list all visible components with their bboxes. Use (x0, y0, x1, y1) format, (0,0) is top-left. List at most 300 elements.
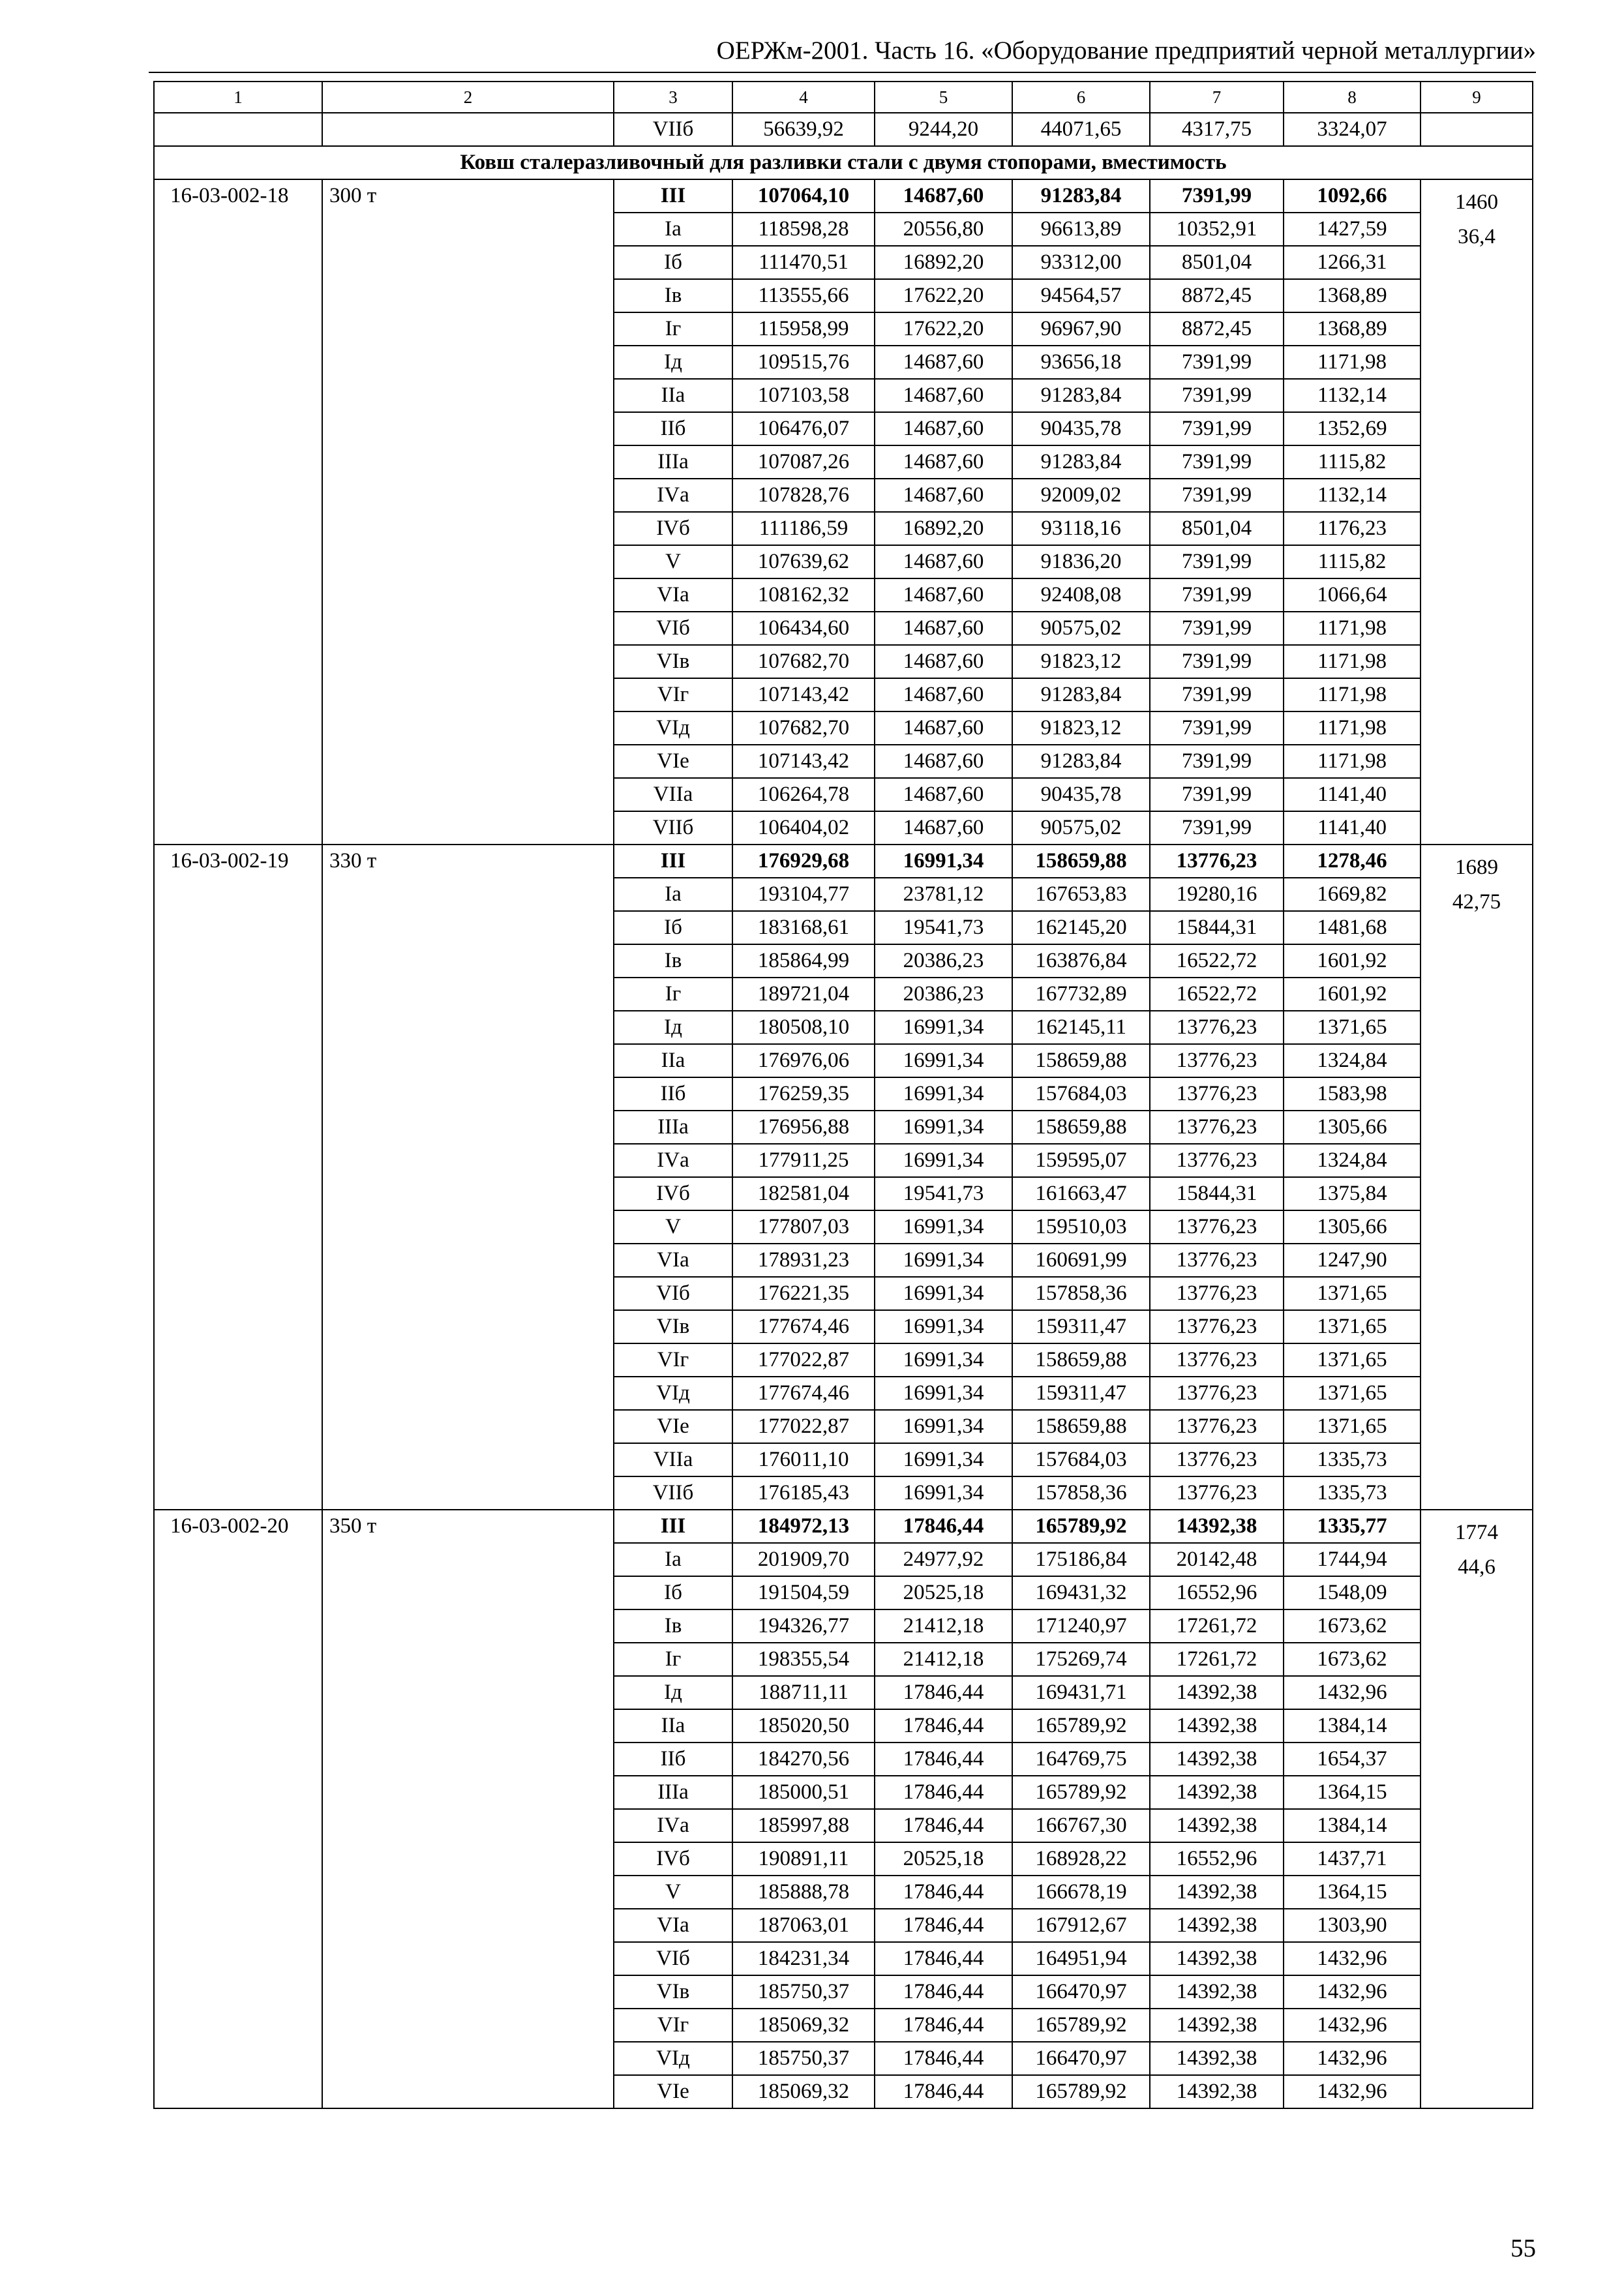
column-number: 2 (322, 82, 614, 113)
value-cell: 165789,92 (1012, 1510, 1150, 1543)
value-cell: 1141,40 (1284, 778, 1421, 811)
value-cell: 185750,37 (732, 2042, 875, 2075)
value-cell: 16552,96 (1150, 1842, 1284, 1876)
zone-cell: Iв (614, 1609, 732, 1643)
value-cell: 91823,12 (1012, 645, 1150, 678)
value-cell: 167732,89 (1012, 978, 1150, 1011)
value-cell: 171240,97 (1012, 1609, 1150, 1643)
value-cell: 185750,37 (732, 1975, 875, 2009)
value-cell: 23781,12 (875, 878, 1012, 911)
value-cell: 167912,67 (1012, 1909, 1150, 1942)
value-cell: 17846,44 (875, 1809, 1012, 1842)
value-cell: 7391,99 (1150, 778, 1284, 811)
value-cell: 14687,60 (875, 612, 1012, 645)
value-cell: 185000,51 (732, 1776, 875, 1809)
value-cell: 17846,44 (875, 1510, 1012, 1543)
value-cell: 158659,88 (1012, 845, 1150, 878)
value-cell: 159595,07 (1012, 1144, 1150, 1177)
extra-value: 1689 (1455, 856, 1498, 879)
value-cell: 158659,88 (1012, 1111, 1150, 1144)
column-number: 4 (732, 82, 875, 113)
value-cell: 14687,60 (875, 578, 1012, 612)
zone-cell: IIIа (614, 1776, 732, 1809)
value-cell: 16991,34 (875, 1144, 1012, 1177)
value-cell: 184231,34 (732, 1942, 875, 1975)
value-cell: 21412,18 (875, 1643, 1012, 1676)
value-cell: 177674,46 (732, 1310, 875, 1343)
zone-cell: VIа (614, 1244, 732, 1277)
value-cell: 165789,92 (1012, 1709, 1150, 1743)
value-cell: 113555,66 (732, 279, 875, 312)
value-cell: 14392,38 (1150, 2009, 1284, 2042)
value-cell: 1371,65 (1284, 1011, 1421, 1044)
value-cell: 176259,35 (732, 1077, 875, 1111)
zone-cell: VIв (614, 645, 732, 678)
value-cell: 158659,88 (1012, 1044, 1150, 1077)
value-cell: 1171,98 (1284, 612, 1421, 645)
value-cell: 1432,96 (1284, 1942, 1421, 1975)
value-cell: 182581,04 (732, 1177, 875, 1210)
zone-cell: VIг (614, 2009, 732, 2042)
value-cell: 115958,99 (732, 312, 875, 346)
value-cell: 17261,72 (1150, 1643, 1284, 1676)
size-cell: 330 т (322, 845, 614, 1510)
value-cell: 7391,99 (1150, 612, 1284, 645)
value-cell: 17846,44 (875, 1776, 1012, 1809)
value-cell: 91283,84 (1012, 379, 1150, 412)
value-cell: 13776,23 (1150, 1044, 1284, 1077)
value-cell: 190891,11 (732, 1842, 875, 1876)
value-cell: 14687,60 (875, 445, 1012, 479)
value-cell: 7391,99 (1150, 179, 1284, 213)
zone-cell: IIб (614, 1743, 732, 1776)
value-cell: 1115,82 (1284, 445, 1421, 479)
zone-cell: Iд (614, 1011, 732, 1044)
value-cell: 90575,02 (1012, 612, 1150, 645)
section-title-row (154, 146, 1533, 179)
value-cell: 14392,38 (1150, 1909, 1284, 1942)
value-cell: 1371,65 (1284, 1377, 1421, 1410)
value-cell: 1132,14 (1284, 479, 1421, 512)
value-cell: 1371,65 (1284, 1310, 1421, 1343)
value-cell: 187063,01 (732, 1909, 875, 1942)
zone-cell: IIб (614, 1077, 732, 1111)
value-cell: 1432,96 (1284, 2009, 1421, 2042)
zone-cell: IIа (614, 1709, 732, 1743)
value-cell: 109515,76 (732, 346, 875, 379)
value-cell: 91283,84 (1012, 745, 1150, 778)
zone-cell: VIб (614, 1277, 732, 1310)
value-cell: 118598,28 (732, 213, 875, 246)
value-cell: 1335,77 (1284, 1510, 1421, 1543)
value-cell: 17846,44 (875, 1676, 1012, 1709)
value-cell: 160691,99 (1012, 1244, 1150, 1277)
table-row (154, 1510, 1533, 1543)
value-cell: 1171,98 (1284, 745, 1421, 778)
value-cell: 157684,03 (1012, 1077, 1150, 1111)
zone-cell: VIб (614, 612, 732, 645)
value-cell: 13776,23 (1150, 1277, 1284, 1310)
value-cell: 7391,99 (1150, 545, 1284, 578)
value-cell: 14687,60 (875, 412, 1012, 445)
zone-cell: Iб (614, 911, 732, 944)
zone-cell: VIд (614, 2042, 732, 2075)
value-cell: 1171,98 (1284, 711, 1421, 745)
value-cell: 14392,38 (1150, 1942, 1284, 1975)
zone-cell: IVа (614, 1809, 732, 1842)
value-cell: 14687,60 (875, 778, 1012, 811)
value-cell: 165789,92 (1012, 1776, 1150, 1809)
extra-cell (1421, 179, 1533, 845)
value-cell: 17846,44 (875, 1909, 1012, 1942)
value-cell: 56639,92 (732, 113, 875, 146)
value-cell: 21412,18 (875, 1609, 1012, 1643)
value-cell: 13776,23 (1150, 1377, 1284, 1410)
value-cell: 1583,98 (1284, 1077, 1421, 1111)
zone-cell: IIа (614, 1044, 732, 1077)
value-cell: 1384,14 (1284, 1709, 1421, 1743)
value-cell: 13776,23 (1150, 845, 1284, 878)
value-cell: 14392,38 (1150, 1709, 1284, 1743)
value-cell: 17622,20 (875, 312, 1012, 346)
extra-value: 42,75 (1452, 890, 1501, 914)
value-cell: 106264,78 (732, 778, 875, 811)
value-cell: 17846,44 (875, 2042, 1012, 2075)
zone-cell: Iа (614, 213, 732, 246)
value-cell: 1352,69 (1284, 412, 1421, 445)
value-cell: 7391,99 (1150, 379, 1284, 412)
value-cell: 91283,84 (1012, 179, 1150, 213)
value-cell: 1278,46 (1284, 845, 1421, 878)
value-cell: 111186,59 (732, 512, 875, 545)
value-cell: 13776,23 (1150, 1410, 1284, 1443)
value-cell: 185997,88 (732, 1809, 875, 1842)
value-cell: 14687,60 (875, 811, 1012, 845)
value-cell: 177911,25 (732, 1144, 875, 1177)
value-cell: 1427,59 (1284, 213, 1421, 246)
value-cell: 7391,99 (1150, 412, 1284, 445)
value-cell: 159311,47 (1012, 1377, 1150, 1410)
value-cell: 164951,94 (1012, 1942, 1150, 1975)
value-cell: 20142,48 (1150, 1543, 1284, 1576)
value-cell: 106476,07 (732, 412, 875, 445)
value-cell: 13776,23 (1150, 1111, 1284, 1144)
value-cell: 107828,76 (732, 479, 875, 512)
zone-cell: IVа (614, 1144, 732, 1177)
value-cell: 96967,90 (1012, 312, 1150, 346)
value-cell: 14392,38 (1150, 2075, 1284, 2108)
value-cell: 20386,23 (875, 978, 1012, 1011)
value-cell: 1432,96 (1284, 2042, 1421, 2075)
value-cell: 16991,34 (875, 1343, 1012, 1377)
zone-cell: VIе (614, 745, 732, 778)
extra-value: 1460 (1455, 190, 1498, 214)
value-cell: 177807,03 (732, 1210, 875, 1244)
value-cell: 17846,44 (875, 1743, 1012, 1776)
value-cell: 20556,80 (875, 213, 1012, 246)
column-number: 3 (614, 82, 732, 113)
value-cell: 1375,84 (1284, 1177, 1421, 1210)
value-cell: 14392,38 (1150, 1510, 1284, 1543)
zone-cell: VIе (614, 2075, 732, 2108)
extra-cell (1421, 113, 1533, 146)
value-cell: 1141,40 (1284, 811, 1421, 845)
zone-cell: VIд (614, 711, 732, 745)
value-cell: 201909,70 (732, 1543, 875, 1576)
zone-cell: VIIб (614, 811, 732, 845)
value-cell: 1171,98 (1284, 678, 1421, 711)
zone-cell: VIв (614, 1310, 732, 1343)
zone-cell: IVа (614, 479, 732, 512)
extra-value: 36,4 (1458, 225, 1496, 248)
value-cell: 92009,02 (1012, 479, 1150, 512)
zone-cell: V (614, 1210, 732, 1244)
value-cell: 96613,89 (1012, 213, 1150, 246)
value-cell: 177674,46 (732, 1377, 875, 1410)
header-divider (149, 72, 1536, 73)
value-cell: 1266,31 (1284, 246, 1421, 279)
value-cell: 1324,84 (1284, 1144, 1421, 1177)
value-cell: 15844,31 (1150, 911, 1284, 944)
value-cell: 175269,74 (1012, 1643, 1150, 1676)
value-cell: 13776,23 (1150, 1144, 1284, 1177)
value-cell: 91283,84 (1012, 445, 1150, 479)
table-row (154, 179, 1533, 213)
zone-cell: VIе (614, 1410, 732, 1443)
value-cell: 14392,38 (1150, 1776, 1284, 1809)
value-cell: 169431,32 (1012, 1576, 1150, 1609)
value-cell: 189721,04 (732, 978, 875, 1011)
value-cell: 185864,99 (732, 944, 875, 978)
value-cell: 161663,47 (1012, 1177, 1150, 1210)
value-cell: 107639,62 (732, 545, 875, 578)
column-number: 5 (875, 82, 1012, 113)
zone-cell: VIа (614, 1909, 732, 1942)
value-cell: 17846,44 (875, 2075, 1012, 2108)
zone-cell: Iб (614, 246, 732, 279)
zone-cell: III (614, 1510, 732, 1543)
value-cell: 93312,00 (1012, 246, 1150, 279)
value-cell: 1384,14 (1284, 1809, 1421, 1842)
value-cell: 7391,99 (1150, 346, 1284, 379)
zone-cell: Iг (614, 978, 732, 1011)
value-cell: 176185,43 (732, 1476, 875, 1510)
zone-cell: V (614, 545, 732, 578)
extra-value: 44,6 (1458, 1555, 1496, 1579)
value-cell: 1364,15 (1284, 1876, 1421, 1909)
value-cell: 8872,45 (1150, 312, 1284, 346)
column-number: 6 (1012, 82, 1150, 113)
value-cell: 17846,44 (875, 1709, 1012, 1743)
value-cell: 16991,34 (875, 1410, 1012, 1443)
column-numbers-row (154, 82, 1533, 113)
value-cell: 198355,54 (732, 1643, 875, 1676)
value-cell: 7391,99 (1150, 445, 1284, 479)
value-cell: 17846,44 (875, 2009, 1012, 2042)
zone-cell: VIд (614, 1377, 732, 1410)
size-cell: 300 т (322, 179, 614, 845)
value-cell: 1303,90 (1284, 1909, 1421, 1942)
value-cell: 1371,65 (1284, 1343, 1421, 1377)
code-cell (154, 113, 322, 146)
value-cell: 175186,84 (1012, 1543, 1150, 1576)
value-cell: 91836,20 (1012, 545, 1150, 578)
zone-cell: VIг (614, 1343, 732, 1377)
value-cell: 14392,38 (1150, 1743, 1284, 1776)
value-cell: 13776,23 (1150, 1476, 1284, 1510)
value-cell: 194326,77 (732, 1609, 875, 1643)
value-cell: 185069,32 (732, 2075, 875, 2108)
value-cell: 169431,71 (1012, 1676, 1150, 1709)
value-cell: 1437,71 (1284, 1842, 1421, 1876)
zone-cell: Iв (614, 279, 732, 312)
value-cell: 1115,82 (1284, 545, 1421, 578)
value-cell: 90435,78 (1012, 412, 1150, 445)
value-cell: 93118,16 (1012, 512, 1150, 545)
zone-cell: Iг (614, 1643, 732, 1676)
value-cell: 1364,15 (1284, 1776, 1421, 1809)
value-cell: 157858,36 (1012, 1277, 1150, 1310)
value-cell: 1371,65 (1284, 1410, 1421, 1443)
value-cell: 7391,99 (1150, 645, 1284, 678)
value-cell: 44071,65 (1012, 113, 1150, 146)
page-header-title: ОЕРЖм-2001. Часть 16. «Оборудование предприятий черной металлургии» (716, 37, 1536, 65)
value-cell: 13776,23 (1150, 1244, 1284, 1277)
value-cell: 14687,60 (875, 346, 1012, 379)
value-cell: 16552,96 (1150, 1576, 1284, 1609)
value-cell: 19541,73 (875, 911, 1012, 944)
value-cell: 165789,92 (1012, 2009, 1150, 2042)
value-cell: 8872,45 (1150, 279, 1284, 312)
value-cell: 176221,35 (732, 1277, 875, 1310)
value-cell: 176956,88 (732, 1111, 875, 1144)
carry-over-row (154, 113, 1533, 146)
value-cell: 16991,34 (875, 845, 1012, 878)
value-cell: 91823,12 (1012, 711, 1150, 745)
zone-cell: VIг (614, 678, 732, 711)
value-cell: 13776,23 (1150, 1011, 1284, 1044)
value-cell: 13776,23 (1150, 1310, 1284, 1343)
value-cell: 176929,68 (732, 845, 875, 878)
extra-value: 1774 (1455, 1521, 1498, 1544)
value-cell: 14392,38 (1150, 1975, 1284, 2009)
size-cell: 350 т (322, 1510, 614, 2108)
zone-cell: Iд (614, 346, 732, 379)
value-cell: 7391,99 (1150, 479, 1284, 512)
value-cell: 16991,34 (875, 1277, 1012, 1310)
value-cell: 24977,92 (875, 1543, 1012, 1576)
zone-cell: VIв (614, 1975, 732, 2009)
zone-cell: V (614, 1876, 732, 1909)
value-cell: 14687,60 (875, 745, 1012, 778)
value-cell: 111470,51 (732, 246, 875, 279)
zone-cell: IVб (614, 1177, 732, 1210)
value-cell: 162145,20 (1012, 911, 1150, 944)
value-cell: 8501,04 (1150, 246, 1284, 279)
value-cell: 7391,99 (1150, 678, 1284, 711)
value-cell: 159311,47 (1012, 1310, 1150, 1343)
value-cell: 13776,23 (1150, 1343, 1284, 1377)
value-cell: 16991,34 (875, 1077, 1012, 1111)
value-cell: 14687,60 (875, 179, 1012, 213)
value-cell: 1744,94 (1284, 1543, 1421, 1576)
value-cell: 191504,59 (732, 1576, 875, 1609)
value-cell: 94564,57 (1012, 279, 1150, 312)
value-cell: 16991,34 (875, 1244, 1012, 1277)
column-number: 9 (1421, 82, 1533, 113)
section-title: Ковш сталеразливочный для разливки стали с двумя стопорами, вместимость (154, 146, 1533, 179)
value-cell: 1673,62 (1284, 1643, 1421, 1676)
value-cell: 1176,23 (1284, 512, 1421, 545)
value-cell: 163876,84 (1012, 944, 1150, 978)
column-number: 7 (1150, 82, 1284, 113)
value-cell: 7391,99 (1150, 811, 1284, 845)
value-cell: 13776,23 (1150, 1210, 1284, 1244)
value-cell: 1368,89 (1284, 312, 1421, 346)
value-cell: 185069,32 (732, 2009, 875, 2042)
zone-cell: IVб (614, 512, 732, 545)
code-cell: 16-03-002-20 (154, 1510, 322, 2108)
value-cell: 183168,61 (732, 911, 875, 944)
value-cell: 157684,03 (1012, 1443, 1150, 1476)
value-cell: 167653,83 (1012, 878, 1150, 911)
value-cell: 16892,20 (875, 246, 1012, 279)
zone-cell: Iб (614, 1576, 732, 1609)
value-cell: 17846,44 (875, 1975, 1012, 2009)
value-cell: 14687,60 (875, 545, 1012, 578)
value-cell: 93656,18 (1012, 346, 1150, 379)
value-cell: 1305,66 (1284, 1111, 1421, 1144)
value-cell: 14392,38 (1150, 1876, 1284, 1909)
zone-cell: VIа (614, 578, 732, 612)
value-cell: 184972,13 (732, 1510, 875, 1543)
value-cell: 1066,64 (1284, 578, 1421, 612)
value-cell: 92408,08 (1012, 578, 1150, 612)
value-cell: 17846,44 (875, 1876, 1012, 1909)
value-cell: 20525,18 (875, 1576, 1012, 1609)
value-cell: 1481,68 (1284, 911, 1421, 944)
table-row (154, 845, 1533, 878)
value-cell: 90435,78 (1012, 778, 1150, 811)
value-cell: 185020,50 (732, 1709, 875, 1743)
value-cell: 180508,10 (732, 1011, 875, 1044)
value-cell: 1092,66 (1284, 179, 1421, 213)
value-cell: 7391,99 (1150, 578, 1284, 612)
value-cell: 19280,16 (1150, 878, 1284, 911)
value-cell: 16522,72 (1150, 978, 1284, 1011)
value-cell: 1432,96 (1284, 1676, 1421, 1709)
extra-cell (1421, 845, 1533, 1510)
value-cell: 185888,78 (732, 1876, 875, 1909)
value-cell: 20525,18 (875, 1842, 1012, 1876)
value-cell: 14687,60 (875, 645, 1012, 678)
value-cell: 176976,06 (732, 1044, 875, 1077)
value-cell: 19541,73 (875, 1177, 1012, 1210)
column-number: 8 (1284, 82, 1421, 113)
value-cell: 1601,92 (1284, 978, 1421, 1011)
value-cell: 7391,99 (1150, 711, 1284, 745)
zone-cell: IVб (614, 1842, 732, 1876)
value-cell: 15844,31 (1150, 1177, 1284, 1210)
value-cell: 1548,09 (1284, 1576, 1421, 1609)
zone-cell: VIIб (614, 113, 732, 146)
value-cell: 16991,34 (875, 1011, 1012, 1044)
value-cell: 1247,90 (1284, 1244, 1421, 1277)
value-cell: 162145,11 (1012, 1011, 1150, 1044)
value-cell: 184270,56 (732, 1743, 875, 1776)
value-cell: 1371,65 (1284, 1277, 1421, 1310)
value-cell: 7391,99 (1150, 745, 1284, 778)
